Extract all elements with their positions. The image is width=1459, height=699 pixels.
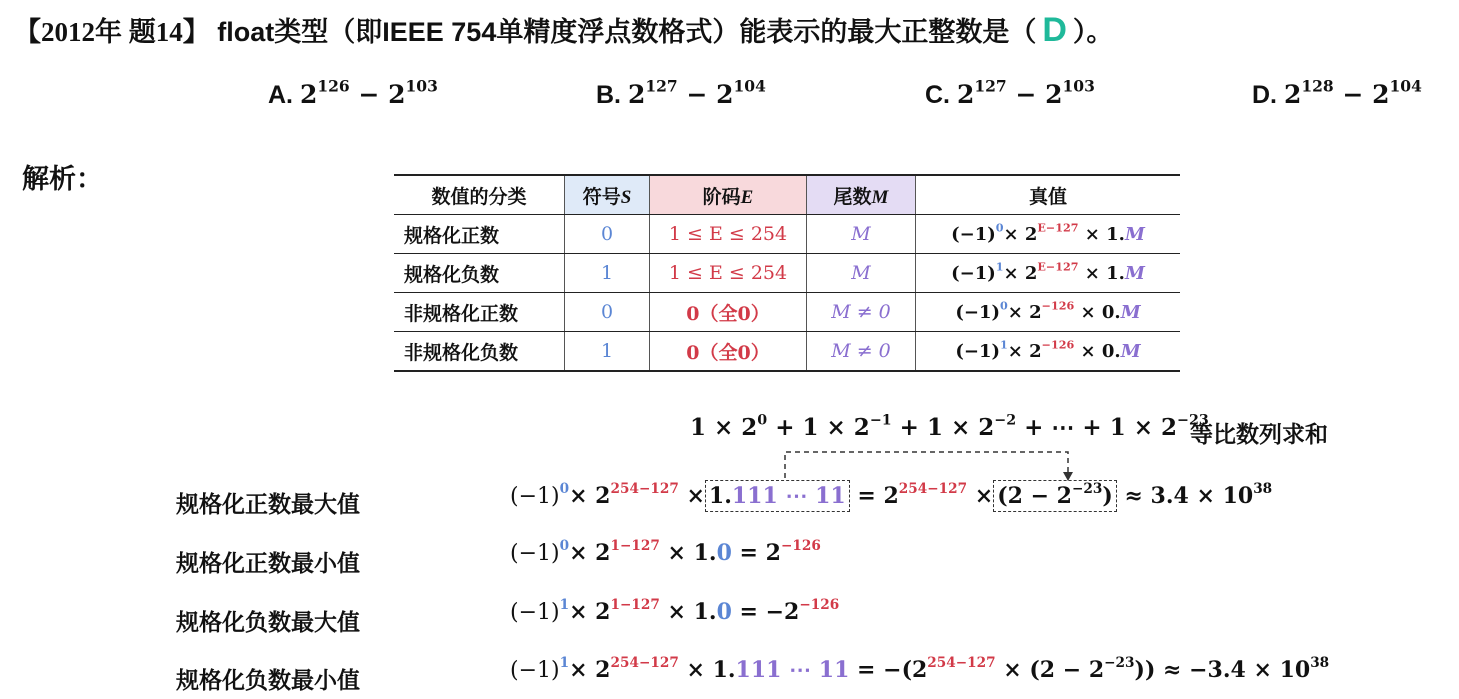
option-letter: B. (596, 81, 621, 109)
formula-part: × 2 (569, 599, 611, 625)
formula-part: (−1) (510, 658, 560, 683)
formula-part: × (2 − 2 (995, 657, 1105, 683)
formula-part: = −2 (731, 599, 800, 625)
analysis-label: 解析： (22, 164, 103, 194)
header-exp-text: 阶码 (702, 186, 741, 208)
value-sign-exp: 0 (1000, 299, 1008, 313)
extreme-label: 规格化正数最大值 (176, 491, 360, 517)
option-exponent: 127 (645, 76, 678, 96)
value-exp: −126 (1041, 299, 1075, 313)
formula-part: ≈ 3.4 × 10 (1116, 483, 1254, 509)
option-base: 2 (299, 80, 318, 109)
cell-sign: 0 (565, 293, 650, 332)
cell-class: 非规格化正数 (394, 293, 565, 332)
series-sum-box (993, 480, 1117, 512)
title-bracket-open: 【 (14, 17, 41, 47)
value-part: × 1. (1078, 262, 1125, 284)
formula-part: = 2 (849, 483, 899, 509)
cell-exp: 1 ≤ E ≤ 254 (650, 215, 807, 254)
header-sign-symbol: S (620, 186, 632, 208)
question-text: float类型（即IEEE 754单精度浮点数格式）能表示的最大正整数是（ (217, 17, 1037, 47)
formula-part: × (967, 483, 994, 509)
formula-exponent: 1−127 (610, 596, 660, 613)
title-bracket-close: 】 (182, 17, 210, 47)
formula-part: × 2 (569, 483, 611, 509)
formula-exponent: 254−127 (610, 480, 679, 497)
mantissa-zero: 0 (716, 599, 732, 625)
cell-exp: 1 ≤ E ≤ 254 (650, 254, 807, 293)
answer-letter: D (1042, 11, 1067, 49)
formula-part: ) (1102, 483, 1113, 509)
cell-mant: M (807, 215, 916, 254)
question-tag: 2012年 题14 (41, 17, 183, 47)
option-minus: − (1342, 80, 1364, 109)
extreme-label: 规格化正数最小值 (176, 550, 360, 576)
formula-part: × 2 (569, 540, 611, 566)
value-part: × 0. (1074, 340, 1121, 362)
formula-part: 1. (708, 483, 732, 509)
option-base: 2 (388, 80, 406, 109)
option-exponent: 103 (405, 76, 438, 96)
question-end: ）。 (1072, 17, 1114, 47)
option-base: 2 (956, 80, 975, 109)
formula-part: × 1. (678, 657, 736, 683)
option-exponent: 128 (1301, 76, 1334, 96)
mantissa-zero: 0 (716, 540, 732, 566)
extreme-label: 规格化负数最大值 (176, 609, 360, 635)
option-base: 2 (1045, 80, 1063, 109)
value-exp: E−127 (1037, 221, 1079, 235)
series-exponent: −1 (869, 412, 892, 429)
formula-sign: 0 (559, 480, 570, 497)
cell-sign: 1 (565, 254, 650, 293)
formula-part: = −(2 (849, 657, 928, 683)
formula-sign: 1 (559, 596, 570, 613)
value-part: × 2 (1007, 301, 1042, 323)
formula-part: ≈ −3.4 × 10 (1155, 657, 1311, 683)
formula-part: = 2 (731, 540, 781, 566)
value-part: (−1) (951, 223, 996, 245)
formula-part: × 2 (569, 657, 611, 683)
mantissa-bits: 111 ⋯ 11 (735, 657, 850, 683)
formula-exponent: −23 (1104, 654, 1135, 671)
extreme-formula (510, 596, 840, 625)
value-exp: E−127 (1037, 260, 1079, 274)
value-mantissa: M (1120, 340, 1141, 362)
series-exponent: −2 (994, 412, 1017, 429)
option-exponent: 104 (733, 76, 766, 96)
cell-class: 非规格化负数 (394, 332, 565, 372)
value-exp: −126 (1041, 338, 1075, 352)
formula-part: × 1. (659, 540, 717, 566)
formula-exponent: 254−127 (927, 654, 996, 671)
formula-exponent: −126 (799, 596, 840, 613)
option-exponent: 127 (974, 76, 1007, 96)
option-base: 2 (627, 80, 646, 109)
formula-exponent: 38 (1310, 654, 1330, 671)
option-letter: D. (1252, 81, 1277, 109)
formula-part: )) (1134, 657, 1156, 683)
option-letter: C. (925, 81, 950, 109)
value-sign-exp: 1 (1000, 338, 1008, 352)
series-term: 1 × 2 (690, 414, 758, 441)
formula-part: × 1. (659, 599, 717, 625)
header-sign-text: 符号 (582, 186, 621, 208)
formula-exponent: 254−127 (610, 654, 679, 671)
formula-exponent: 254−127 (898, 480, 968, 497)
value-part: (−1) (955, 340, 1000, 362)
formula-exponent: −126 (780, 537, 821, 554)
header-class: 数值的分类 (394, 175, 565, 215)
value-mantissa: M (1124, 262, 1145, 284)
formula-part: × (678, 483, 705, 509)
value-part: (−1) (951, 262, 996, 284)
mantissa-box (705, 480, 850, 512)
series-term: + 1 × 2 (767, 414, 870, 441)
option-letter: A. (268, 81, 293, 109)
cell-class: 规格化负数 (394, 254, 565, 293)
value-part: × 0. (1074, 301, 1121, 323)
value-mantissa: M (1124, 223, 1145, 245)
formula-part: (−1) (510, 484, 560, 509)
extreme-label: 规格化负数最小值 (176, 667, 360, 693)
header-mant-text: 尾数 (833, 186, 872, 208)
option-base: 2 (716, 80, 734, 109)
formula-exponent: −23 (1071, 480, 1103, 497)
value-part: × 1. (1078, 223, 1125, 245)
extreme-formula (510, 537, 821, 566)
header-mant-symbol: M (871, 186, 889, 208)
series-label: 等比数列求和 (1190, 421, 1328, 447)
option-minus: − (686, 80, 708, 109)
formula-sign: 0 (559, 537, 570, 554)
value-sign-exp: 0 (995, 221, 1004, 235)
cell-sign: 0 (565, 215, 650, 254)
option-base: 2 (1372, 80, 1390, 109)
value-sign-exp: 1 (995, 260, 1004, 274)
option-minus: − (1015, 80, 1037, 109)
series-exponent: 0 (757, 412, 768, 429)
option-exponent: 104 (1389, 76, 1422, 96)
mantissa-bits: 111 ⋯ 11 (731, 483, 846, 509)
value-mantissa: M (1120, 301, 1141, 323)
formula-exponent: 38 (1253, 480, 1273, 497)
extreme-formula (510, 654, 1330, 683)
cell-mant: M ≠ 0 (807, 293, 916, 332)
formula-exponent: 1−127 (610, 537, 660, 554)
cell-class: 规格化正数 (394, 215, 565, 254)
series-term: + 1 × 2 (891, 414, 995, 441)
extreme-formula (510, 480, 1272, 512)
formula-part: (−1) (510, 600, 560, 625)
option-exponent: 103 (1062, 76, 1095, 96)
cell-mant: M ≠ 0 (807, 332, 916, 372)
header-exp-symbol: E (740, 186, 754, 208)
cell-exp: 0（全0） (650, 332, 807, 372)
formula-sign: 1 (559, 654, 570, 671)
value-part: (−1) (955, 301, 1000, 323)
value-part: × 2 (1003, 262, 1038, 284)
cell-mant: M (807, 254, 916, 293)
series-term: + ⋯ + 1 × 2 (1016, 414, 1177, 441)
option-exponent: 126 (317, 76, 350, 96)
formula-part: (2 − 2 (997, 483, 1072, 509)
option-base: 2 (1283, 80, 1302, 109)
cell-sign: 1 (565, 332, 650, 372)
formula-part: (−1) (510, 541, 560, 566)
option-minus: − (358, 80, 380, 109)
header-value: 真值 (916, 175, 1181, 215)
series-exponent: −23 (1177, 412, 1209, 429)
cell-exp: 0（全0） (650, 293, 807, 332)
value-part: × 2 (1007, 340, 1042, 362)
value-part: × 2 (1003, 223, 1038, 245)
